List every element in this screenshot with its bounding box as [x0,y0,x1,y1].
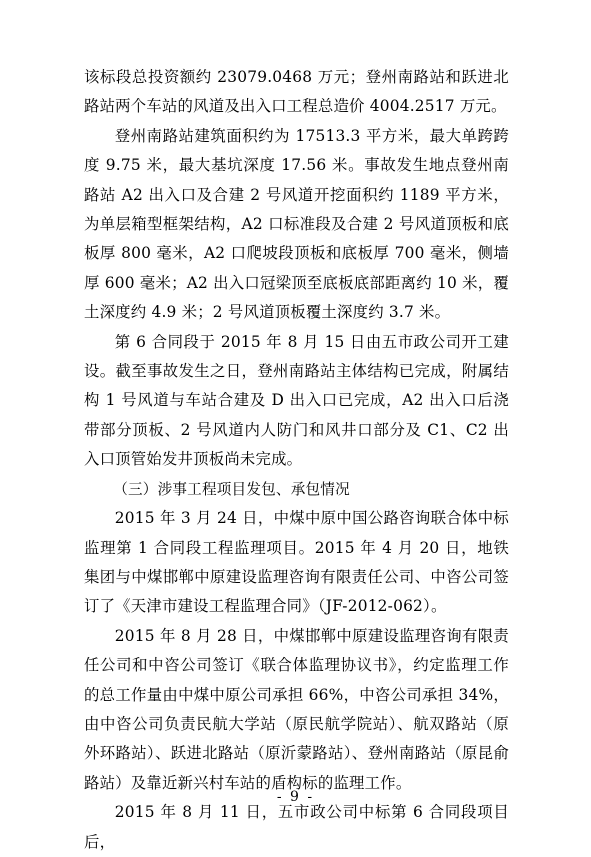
section-heading: （三）涉事工程项目发包、承包情况 [113,480,350,498]
paragraph: 2015 年 8 月 28 日，中煤邯郸中原建设监理咨询有限责任公司和中咨公司签订《联合体监理协议书》，约定监理工作的总工作量由中煤中原公司承担 66%，中咨公司承担 34%，由中咨公司负责民航大学站（原民航学院站）、航双路站（原外环路站）、跃进北路站（原沂蒙路站）、登州南路站（原昆俞路站）及靠近新兴村车站的盾构标的监理工作。 [84,626,509,792]
page-number: - 9 - [276,789,315,805]
paragraph: 登州南路站建筑面积约为 17513.3 平方米，最大单跨跨度 9.75 米，最大基坑深度 17.56 米。事故发生地点登州南路站 A2 出入口及合建 2 号风道开挖面积约 1189 平方米，为单层箱型框架结构，A2 口标准段及合建 2 号风道顶板和底板厚 800 毫米，A2 口爬坡段顶板和底板厚 700 毫米，侧墙厚 600 毫米；A2 出入口冠梁顶至底板底部距离约 10 米，覆土深度约 4.9 米；2 号风道顶板覆土深度约 3.7 米。 [84,126,509,322]
body-text [84,63,509,857]
paragraph: 该标段总投资额约 23079.0468 万元；登州南路站和跃进北路站两个车站的风道及出入口工程总造价 4004.2517 万元。 [84,68,509,116]
paragraph: 第 6 合同段于 2015 年 8 月 15 日由五市政公司开工建设。截至事故发生之日，登州南路站主体结构已完成，附属结构 1 号风道与车站合建及 D 出入口已完成，A2 出入口后浇带部分顶板、2 号风道内人防门和风井口部分及 C1、C2 出入口顶管始发井顶板尚未完成。 [84,332,509,469]
paragraph: 2015 年 8 月 11 日，五市政公司中标第 6 合同段项目后， [84,803,509,851]
paragraph: 2015 年 3 月 24 日，中煤中原中国公路咨询联合体中标监理第 1 合同段工程监理项目。2015 年 4 月 20 日，地铁集团与中煤邯郸中原建设监理咨询有限责任公司、中咨公司签订了《天津市建设工程监理合同》（JF-2012-062）。 [84,509,509,616]
